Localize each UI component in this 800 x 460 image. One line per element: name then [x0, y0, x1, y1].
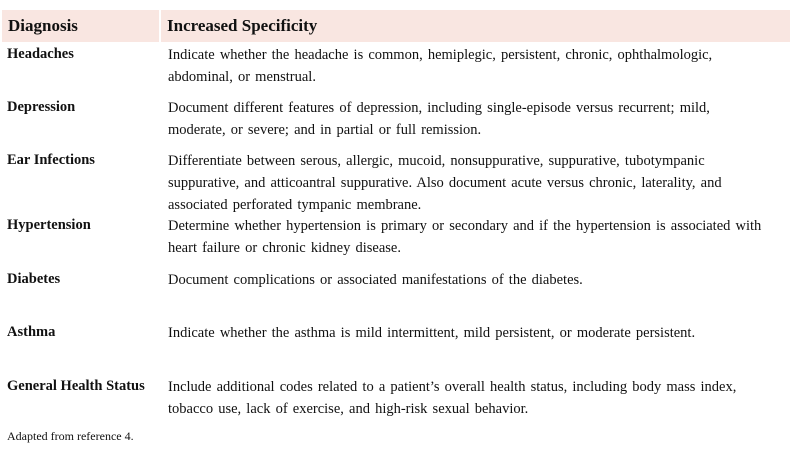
diagnosis-cell: Depression [7, 99, 76, 115]
diagnosis-cell: Ear Infections [7, 152, 95, 168]
specificity-cell: Determine whether hypertension is primary or secondary and if the hypertension is associated with heart failure or chronic kidney disease. [168, 218, 762, 256]
table-source-caption: Adapted from reference 4. [7, 429, 134, 443]
specificity-cell: Indicate whether the headache is common, hemiplegic, persistent, chronic, ophthalmologic, abdominal, or menstrual. [168, 47, 713, 85]
header-increased-specificity: Increased Specificity [161, 10, 790, 42]
diagnosis-cell: Asthma [7, 324, 56, 340]
diagnosis-cell: Hypertension [7, 217, 91, 233]
table-header [0, 10, 790, 42]
specificity-cell: Include additional codes related to a patient’s overall health status, including body mass index, tobacco use, lack of exercise, and high-risk sexual behavior. [168, 379, 737, 417]
specificity-cell: Indicate whether the asthma is mild intermittent, mild persistent, or moderate persistent. [168, 325, 696, 341]
diagnosis-cell: Diabetes [7, 271, 61, 287]
diagnosis-cell: Headaches [7, 46, 74, 62]
specificity-cell: Document complications or associated manifestations of the diabetes. [168, 272, 583, 288]
specificity-cell: Document different features of depression, including single-episode versus recurrent; mild, moderate, or severe; and in partial or full remission. [168, 100, 710, 138]
header-diagnosis: Diagnosis [2, 10, 159, 42]
specificity-cell: Differentiate between serous, allergic, mucoid, nonsuppurative, suppurative, tubotympanic suppurative, and atticoantral suppurative. Also document acute versus chronic, laterality, and associated perforated tympanic membrane. [168, 153, 722, 213]
diagnosis-cell: General Health Status [7, 378, 145, 394]
